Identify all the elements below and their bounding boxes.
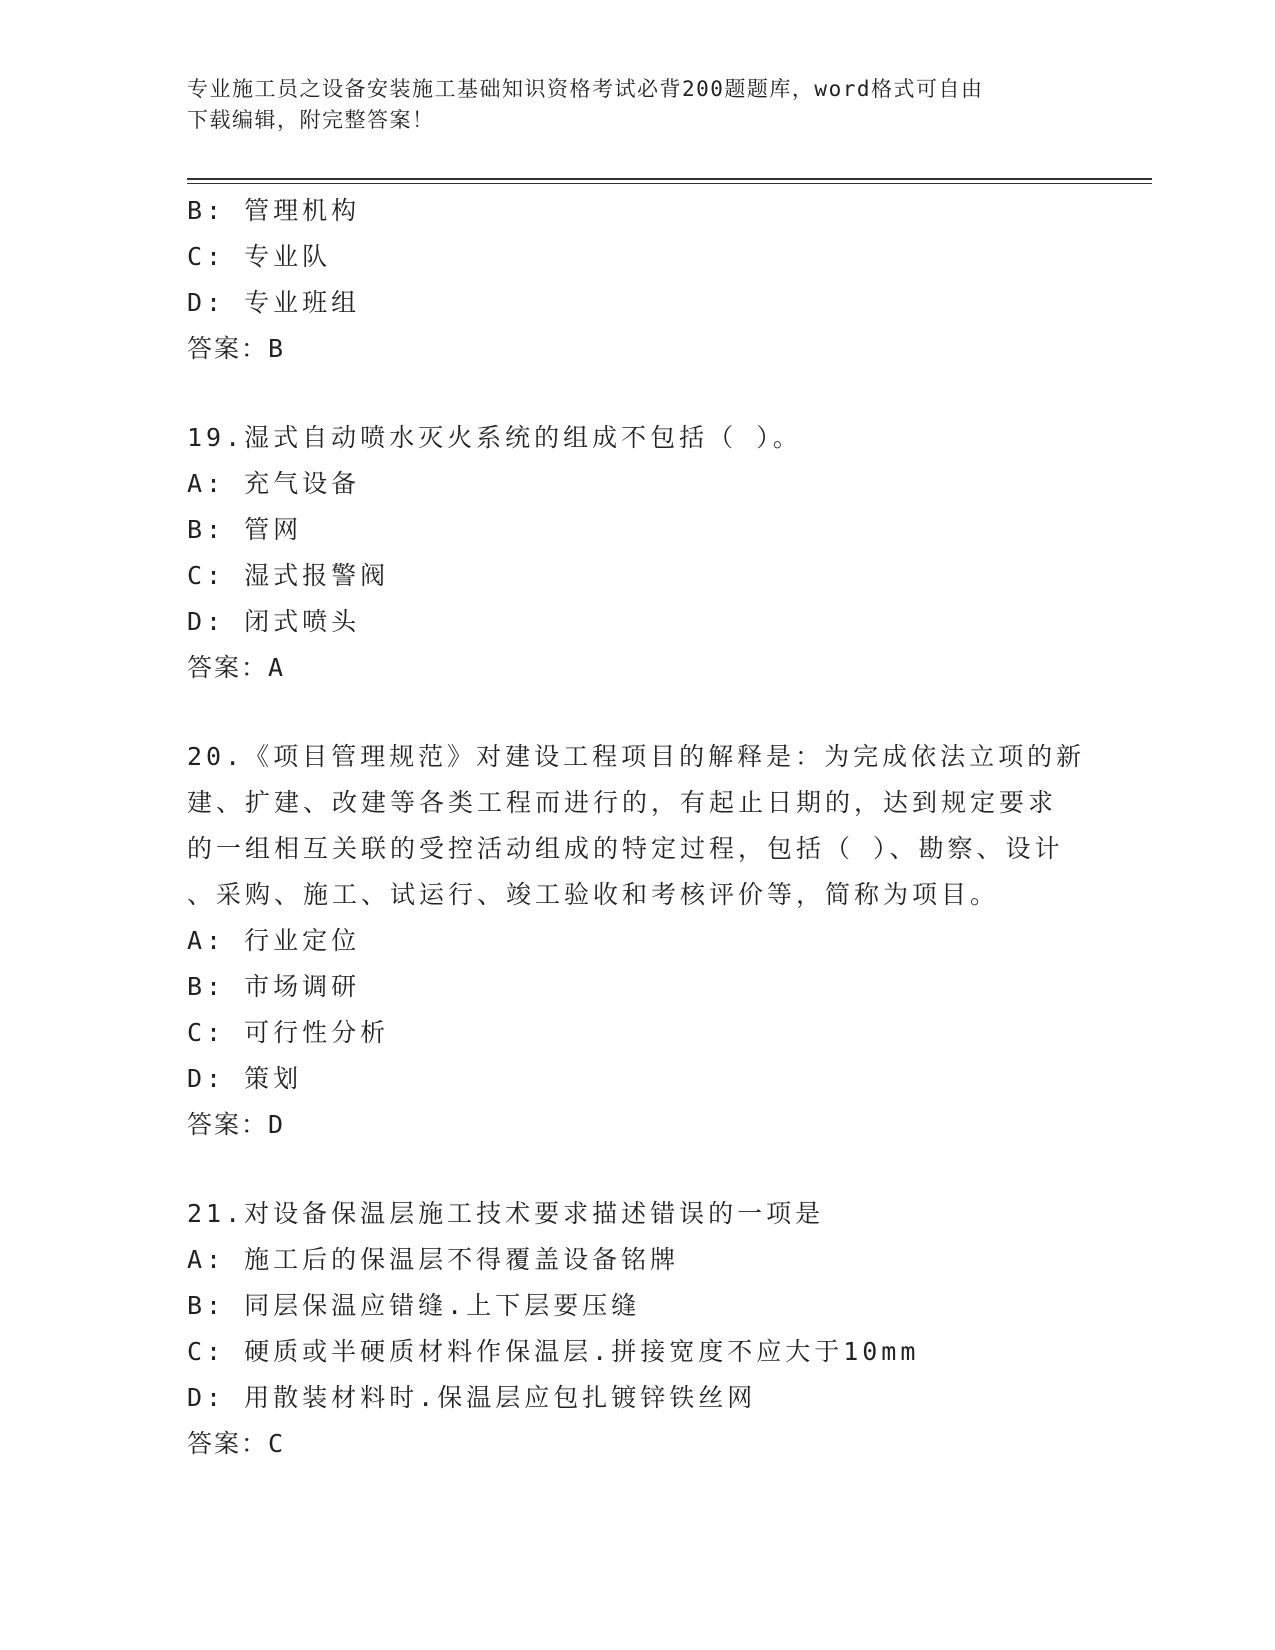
option-c: C: 硬质或半硬质材料作保温层.拼接宽度不应大于10mm	[187, 1337, 920, 1366]
question-stem-line-2: 建、扩建、改建等各类工程而进行的，有起止日期的，达到规定要求	[187, 788, 1058, 817]
option-b: B: 管理机构	[187, 196, 361, 225]
spacer	[187, 691, 1087, 734]
question-list	[187, 188, 1087, 1467]
question-20	[187, 734, 1087, 1148]
question-21	[187, 1191, 1087, 1467]
option-d: D: 策划	[187, 1064, 303, 1093]
option-b: B: 市场调研	[187, 972, 361, 1001]
header-title-line-2: 下载编辑，附完整答案！	[187, 108, 435, 132]
answer: 答案：D	[187, 1110, 286, 1139]
answer: 答案：A	[187, 653, 286, 682]
option-c: C: 可行性分析	[187, 1018, 390, 1047]
option-a: A: 行业定位	[187, 926, 361, 955]
option-c: C: 专业队	[187, 242, 332, 271]
option-d: D: 专业班组	[187, 288, 361, 317]
option-a: A: 施工后的保温层不得覆盖设备铭牌	[187, 1245, 680, 1274]
option-b: B: 管网	[187, 515, 303, 544]
option-b: B: 同层保温应错缝.上下层要压缝	[187, 1291, 641, 1320]
spacer	[187, 1148, 1087, 1191]
option-d: D: 用散装材料时.保温层应包扎镀锌铁丝网	[187, 1383, 757, 1412]
question-stem-line-4: 、采购、施工、试运行、竣工验收和考核评价等，简称为项目。	[187, 880, 1000, 909]
spacer	[187, 372, 1087, 415]
question-stem: 21.对设备保温层施工技术要求描述错误的一项是	[187, 1199, 825, 1228]
header-divider	[187, 178, 1152, 180]
option-d: D: 闭式喷头	[187, 607, 361, 636]
question-stem: 19.湿式自动喷水灭火系统的组成不包括（ ）。	[187, 423, 802, 452]
document-header	[187, 74, 1067, 136]
header-title-line-1: 专业施工员之设备安装施工基础知识资格考试必背200题题库，word格式可自由	[187, 77, 984, 101]
question-19	[187, 415, 1087, 691]
answer: 答案：B	[187, 334, 286, 363]
question-18-tail	[187, 188, 1087, 372]
question-stem-line-1: 20.《项目管理规范》对建设工程项目的解释是：为完成依法立项的新	[187, 742, 1086, 771]
question-stem-line-3: 的一组相互关联的受控活动组成的特定过程，包括（ ）、勘察、设计	[187, 834, 1064, 863]
option-a: A: 充气设备	[187, 469, 361, 498]
option-c: C: 湿式报警阀	[187, 561, 390, 590]
answer: 答案：C	[187, 1429, 286, 1458]
